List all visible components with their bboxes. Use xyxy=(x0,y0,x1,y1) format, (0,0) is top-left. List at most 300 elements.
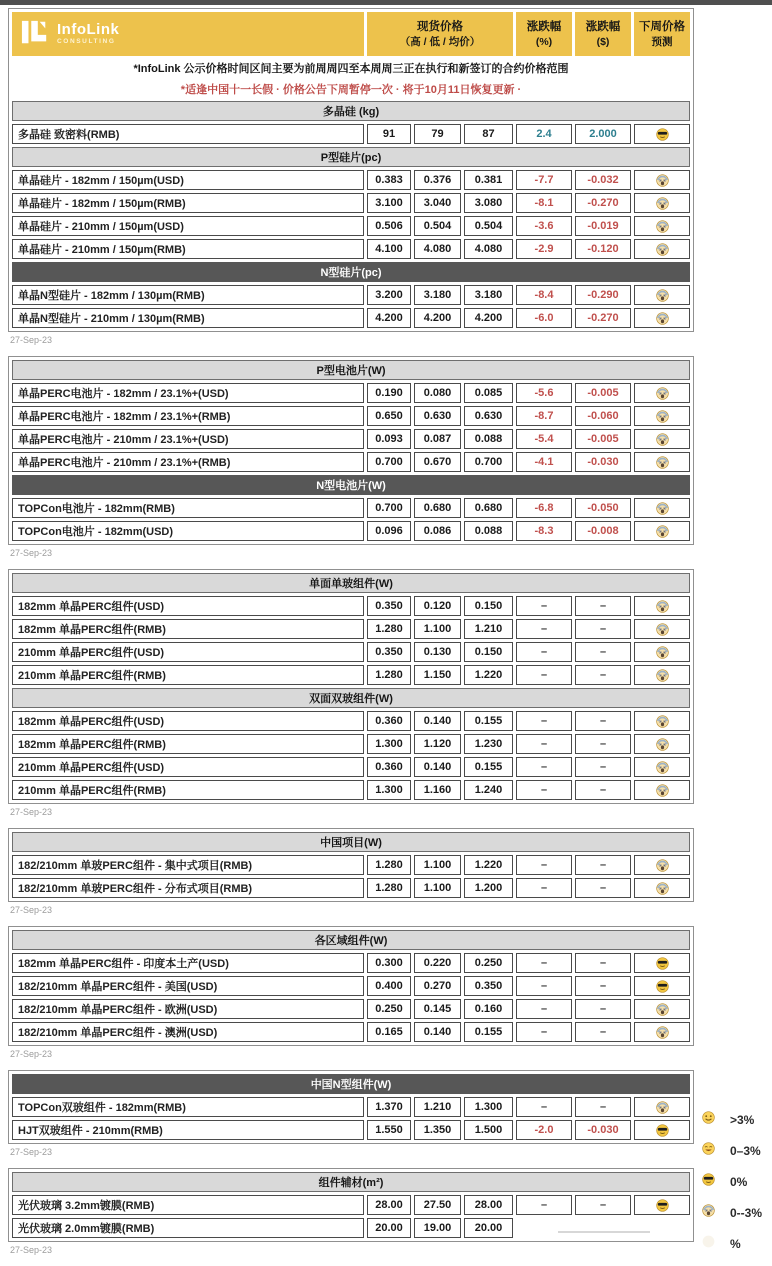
legend-label: % xyxy=(730,1236,741,1251)
high-price-cell: 0.096 xyxy=(367,521,411,541)
change-usd-cell: -0.005 xyxy=(575,429,631,449)
low-price-cell: 1.100 xyxy=(414,855,461,875)
low-price-cell: 0.130 xyxy=(414,642,461,662)
forecast-emoji-cell xyxy=(634,1097,690,1117)
low-price-cell: 4.080 xyxy=(414,239,461,259)
section-title: P型硅片(pc) xyxy=(12,147,690,167)
product-name-cell: TOPCon双玻组件 - 182mm(RMB) xyxy=(12,1097,364,1117)
section-title: 中国N型组件(W) xyxy=(12,1074,690,1094)
high-price-cell: 4.200 xyxy=(367,308,411,328)
change-usd-cell: – xyxy=(575,711,631,731)
table-row xyxy=(12,406,690,426)
product-name-cell: 单晶PERC电池片 - 182mm / 23.1%+(RMB) xyxy=(12,406,364,426)
low-price-cell: 0.145 xyxy=(414,999,461,1019)
forecast-emoji-cell xyxy=(634,780,690,800)
change-pct-cell: – xyxy=(516,999,572,1019)
table-row xyxy=(12,1195,690,1215)
date-stamp: 27-Sep-23 xyxy=(10,905,53,915)
section-title: 中国项目(W) xyxy=(12,832,690,852)
forecast-emoji-cell xyxy=(634,976,690,996)
table-row xyxy=(12,429,690,449)
table-frame xyxy=(8,569,694,804)
column-header-next-week-forecast xyxy=(634,12,690,56)
column-header-change-pct-line2: (%) xyxy=(535,35,553,48)
low-price-cell: 0.140 xyxy=(414,1022,461,1042)
table-row xyxy=(12,734,690,754)
holiday-notice-text: *适逢中国十一长假 · 价格公告下周暂停一次 · 将于10月11日恢复更新 · xyxy=(12,80,690,98)
change-pct-cell: -6.0 xyxy=(516,308,572,328)
high-price-cell: 4.100 xyxy=(367,239,411,259)
high-price-cell: 1.370 xyxy=(367,1097,411,1117)
product-name-cell: 单晶PERC电池片 - 182mm / 23.1%+(USD) xyxy=(12,383,364,403)
change-pct-cell: – xyxy=(516,711,572,731)
change-usd-cell: 2.000 xyxy=(575,124,631,144)
change-pct-cell: – xyxy=(516,976,572,996)
forecast-emoji-cell xyxy=(634,855,690,875)
product-name-cell: 单晶N型硅片 - 210mm / 130µm(RMB) xyxy=(12,308,364,328)
table-row xyxy=(12,878,690,898)
product-name-cell: HJT双玻组件 - 210mm(RMB) xyxy=(12,1120,364,1140)
table-row xyxy=(12,1022,690,1042)
table-row xyxy=(12,976,690,996)
avg-price-cell: 1.240 xyxy=(464,780,513,800)
avg-price-cell: 20.00 xyxy=(464,1218,513,1238)
table-row xyxy=(12,780,690,800)
product-name-cell: 单晶硅片 - 182mm / 150µm(RMB) xyxy=(12,193,364,213)
high-price-cell: 0.400 xyxy=(367,976,411,996)
section-header-row xyxy=(12,832,690,852)
avg-price-cell: 0.085 xyxy=(464,383,513,403)
high-price-cell: 0.506 xyxy=(367,216,411,236)
forecast-emoji-cell xyxy=(634,757,690,777)
change-usd-cell: – xyxy=(575,855,631,875)
section-header-row xyxy=(12,262,690,282)
forecast-emoji-cell xyxy=(634,124,690,144)
product-name-cell: 单晶硅片 - 182mm / 150µm(USD) xyxy=(12,170,364,190)
price-table xyxy=(9,357,693,544)
change-pct-cell: -2.9 xyxy=(516,239,572,259)
table-row xyxy=(12,596,690,616)
section-header-row xyxy=(12,475,690,495)
table-row xyxy=(12,170,690,190)
legend-item xyxy=(702,1166,772,1197)
low-price-cell: 0.080 xyxy=(414,383,461,403)
product-name-cell: 182/210mm 单晶PERC组件 - 欧洲(USD) xyxy=(12,999,364,1019)
avg-price-cell: 0.350 xyxy=(464,976,513,996)
avg-price-cell: 1.220 xyxy=(464,665,513,685)
price-table-block xyxy=(8,8,694,346)
table-row xyxy=(12,216,690,236)
high-price-cell: 1.550 xyxy=(367,1120,411,1140)
change-usd-cell: – xyxy=(575,734,631,754)
change-pct-cell: – xyxy=(516,1097,572,1117)
avg-price-cell: 1.500 xyxy=(464,1120,513,1140)
change-pct-cell: – xyxy=(516,1022,572,1042)
product-name-cell: 210mm 单晶PERC组件(RMB) xyxy=(12,780,364,800)
low-price-cell: 0.270 xyxy=(414,976,461,996)
high-price-cell: 0.383 xyxy=(367,170,411,190)
sunglasses-emoji xyxy=(656,980,669,992)
price-table-block xyxy=(8,926,694,1060)
low-price-cell: 0.220 xyxy=(414,953,461,973)
section-header-row xyxy=(12,573,690,593)
table-row xyxy=(12,619,690,639)
column-header-next-week-forecast-line2: 预测 xyxy=(651,35,673,48)
product-name-cell: 单晶PERC电池片 - 210mm / 23.1%+(USD) xyxy=(12,429,364,449)
white-eraser-patch xyxy=(523,1217,693,1241)
avg-price-cell: 0.630 xyxy=(464,406,513,426)
price-table-block xyxy=(8,356,694,559)
table-row xyxy=(12,953,690,973)
product-name-cell: 182mm 单晶PERC组件 - 印度本土产(USD) xyxy=(12,953,364,973)
table-frame xyxy=(8,828,694,902)
price-table xyxy=(9,1071,693,1143)
low-price-cell: 79 xyxy=(414,124,461,144)
avg-price-cell: 1.230 xyxy=(464,734,513,754)
avg-price-cell: 28.00 xyxy=(464,1195,513,1215)
product-name-cell: TOPCon电池片 - 182mm(RMB) xyxy=(12,498,364,518)
forecast-emoji-cell xyxy=(634,596,690,616)
table-row xyxy=(12,757,690,777)
high-price-cell: 0.700 xyxy=(367,498,411,518)
table-row xyxy=(12,285,690,305)
avg-price-cell: 1.200 xyxy=(464,878,513,898)
infolink-logo xyxy=(20,19,363,50)
product-name-cell: 182/210mm 单玻PERC组件 - 集中式项目(RMB) xyxy=(12,855,364,875)
forecast-emoji-cell xyxy=(634,452,690,472)
product-name-cell: 210mm 单晶PERC组件(USD) xyxy=(12,757,364,777)
avg-price-cell: 3.180 xyxy=(464,285,513,305)
product-name-cell: 单晶硅片 - 210mm / 150µm(USD) xyxy=(12,216,364,236)
change-usd-cell: – xyxy=(575,953,631,973)
change-pct-cell: -3.6 xyxy=(516,216,572,236)
table-frame xyxy=(8,356,694,545)
table-row xyxy=(12,642,690,662)
scream-emoji xyxy=(656,174,669,186)
scream-emoji xyxy=(656,882,669,894)
faded-border-smudge xyxy=(558,1231,650,1233)
scream-emoji xyxy=(656,600,669,612)
high-price-cell: 0.190 xyxy=(367,383,411,403)
avg-price-cell: 0.160 xyxy=(464,999,513,1019)
scream-emoji xyxy=(656,220,669,232)
change-usd-cell: -0.060 xyxy=(575,406,631,426)
legend-label: 0% xyxy=(730,1174,748,1189)
section-header-row xyxy=(12,1172,690,1192)
avg-price-cell: 0.700 xyxy=(464,452,513,472)
product-name-cell: TOPCon电池片 - 182mm(USD) xyxy=(12,521,364,541)
forecast-emoji-cell xyxy=(634,521,690,541)
avg-price-cell: 4.080 xyxy=(464,239,513,259)
table-row xyxy=(12,383,690,403)
price-table xyxy=(9,829,693,901)
low-price-cell: 4.200 xyxy=(414,308,461,328)
change-usd-cell: – xyxy=(575,780,631,800)
high-price-cell: 0.300 xyxy=(367,953,411,973)
forecast-emoji-cell xyxy=(634,665,690,685)
low-price-cell: 19.00 xyxy=(414,1218,461,1238)
high-price-cell: 28.00 xyxy=(367,1195,411,1215)
high-price-cell: 0.093 xyxy=(367,429,411,449)
avg-price-cell: 0.680 xyxy=(464,498,513,518)
change-pct-cell: – xyxy=(516,1195,572,1215)
forecast-emoji-cell xyxy=(634,642,690,662)
avg-price-cell: 0.155 xyxy=(464,1022,513,1042)
scream-emoji xyxy=(656,738,669,750)
low-price-cell: 0.376 xyxy=(414,170,461,190)
high-price-cell: 0.360 xyxy=(367,711,411,731)
forecast-emoji-cell xyxy=(634,193,690,213)
avg-price-cell: 87 xyxy=(464,124,513,144)
product-name-cell: 210mm 单晶PERC组件(USD) xyxy=(12,642,364,662)
product-name-cell: 182mm 单晶PERC组件(USD) xyxy=(12,596,364,616)
forecast-emoji-cell xyxy=(634,216,690,236)
notice-row xyxy=(12,59,690,77)
scream-emoji xyxy=(656,669,669,681)
low-price-cell: 0.086 xyxy=(414,521,461,541)
low-price-cell: 27.50 xyxy=(414,1195,461,1215)
table-row xyxy=(12,665,690,685)
price-sheet xyxy=(0,5,772,1256)
table-row xyxy=(12,1120,690,1140)
change-pct-cell: -8.3 xyxy=(516,521,572,541)
infolink-logo-icon xyxy=(20,19,50,50)
low-price-cell: 1.100 xyxy=(414,619,461,639)
forecast-legend xyxy=(702,1104,772,1259)
change-usd-cell: – xyxy=(575,757,631,777)
high-price-cell: 20.00 xyxy=(367,1218,411,1238)
sunglasses-emoji xyxy=(656,128,669,140)
date-stamp: 27-Sep-23 xyxy=(10,1049,53,1059)
avg-price-cell: 1.300 xyxy=(464,1097,513,1117)
forecast-emoji-cell xyxy=(634,498,690,518)
change-usd-cell: -0.030 xyxy=(575,1120,631,1140)
table-frame xyxy=(8,1168,694,1242)
scream-emoji xyxy=(656,1003,669,1015)
high-price-cell: 0.360 xyxy=(367,757,411,777)
table-row xyxy=(12,1097,690,1117)
scream-emoji xyxy=(656,433,669,445)
product-name-cell: 182mm 单晶PERC组件(USD) xyxy=(12,711,364,731)
change-usd-cell: -0.019 xyxy=(575,216,631,236)
scream-emoji xyxy=(656,289,669,301)
change-pct-cell: – xyxy=(516,619,572,639)
smile-emoji xyxy=(702,1111,715,1129)
avg-price-cell: 0.250 xyxy=(464,953,513,973)
forecast-emoji-cell xyxy=(634,406,690,426)
column-header-change-pct-line1: 涨跌幅 xyxy=(526,20,562,33)
change-usd-cell: – xyxy=(575,1022,631,1042)
product-name-cell: 多晶硅 致密料(RMB) xyxy=(12,124,364,144)
table-row xyxy=(12,193,690,213)
high-price-cell: 1.280 xyxy=(367,665,411,685)
change-pct-cell: -8.4 xyxy=(516,285,572,305)
scream-emoji xyxy=(656,859,669,871)
section-title: P型电池片(W) xyxy=(12,360,690,380)
change-pct-cell: -7.7 xyxy=(516,170,572,190)
price-table xyxy=(9,9,693,331)
low-price-cell: 0.087 xyxy=(414,429,461,449)
table-frame xyxy=(8,926,694,1046)
product-name-cell: 单晶PERC电池片 - 210mm / 23.1%+(RMB) xyxy=(12,452,364,472)
table-frame xyxy=(8,8,694,332)
product-name-cell: 182/210mm 单玻PERC组件 - 分布式项目(RMB) xyxy=(12,878,364,898)
product-name-cell: 210mm 单晶PERC组件(RMB) xyxy=(12,665,364,685)
change-pct-cell: -6.8 xyxy=(516,498,572,518)
change-pct-cell: -8.1 xyxy=(516,193,572,213)
scream-emoji xyxy=(656,761,669,773)
column-header-change-usd-line1: 涨跌幅 xyxy=(585,20,621,33)
low-price-cell: 1.210 xyxy=(414,1097,461,1117)
change-pct-cell: – xyxy=(516,734,572,754)
change-usd-cell: -0.008 xyxy=(575,521,631,541)
column-header-change-usd xyxy=(575,12,631,56)
table-header-row xyxy=(12,12,690,56)
change-usd-cell: -0.005 xyxy=(575,383,631,403)
product-name-cell: 光伏玻璃 2.0mm镀膜(RMB) xyxy=(12,1218,364,1238)
high-price-cell: 1.280 xyxy=(367,855,411,875)
change-usd-cell: – xyxy=(575,999,631,1019)
price-table xyxy=(9,927,693,1045)
avg-price-cell: 3.080 xyxy=(464,193,513,213)
change-pct-cell: -2.0 xyxy=(516,1120,572,1140)
price-table-block xyxy=(8,828,694,916)
avg-price-cell: 0.150 xyxy=(464,596,513,616)
avg-price-cell: 4.200 xyxy=(464,308,513,328)
date-stamp: 27-Sep-23 xyxy=(10,335,53,345)
legend-label: 0--3% xyxy=(730,1205,763,1220)
date-stamp: 27-Sep-23 xyxy=(10,548,53,558)
sunglasses-emoji xyxy=(702,1173,715,1191)
scream-emoji xyxy=(656,243,669,255)
avg-price-cell: 1.210 xyxy=(464,619,513,639)
change-pct-cell: 2.4 xyxy=(516,124,572,144)
change-pct-cell: – xyxy=(516,780,572,800)
sunglasses-emoji xyxy=(656,1199,669,1211)
forecast-emoji-cell xyxy=(634,383,690,403)
change-pct-cell: – xyxy=(516,953,572,973)
legend-label: 0–3% xyxy=(730,1143,761,1158)
forecast-emoji-cell xyxy=(634,285,690,305)
scream-emoji xyxy=(656,312,669,324)
table-row xyxy=(12,855,690,875)
section-header-row xyxy=(12,930,690,950)
low-price-cell: 0.504 xyxy=(414,216,461,236)
table-row xyxy=(12,711,690,731)
notice-text: *InfoLink 公示价格时间区间主要为前周周四至本周周三正在执行和新签订的合约价格范围 xyxy=(12,59,690,77)
scream-emoji xyxy=(656,1026,669,1038)
low-price-cell: 0.630 xyxy=(414,406,461,426)
column-header-spot-price xyxy=(367,12,513,56)
low-price-cell: 0.680 xyxy=(414,498,461,518)
scream-emoji xyxy=(656,646,669,658)
section-title: N型电池片(W) xyxy=(12,475,690,495)
change-pct-cell: – xyxy=(516,855,572,875)
high-price-cell: 0.350 xyxy=(367,642,411,662)
change-usd-cell: -0.050 xyxy=(575,498,631,518)
price-table-block xyxy=(8,1168,694,1256)
section-title: N型硅片(pc) xyxy=(12,262,690,282)
section-header-row xyxy=(12,101,690,121)
price-table-block xyxy=(8,569,694,818)
change-usd-cell: -0.270 xyxy=(575,193,631,213)
avg-price-cell: 1.220 xyxy=(464,855,513,875)
low-price-cell: 1.150 xyxy=(414,665,461,685)
avg-price-cell: 0.088 xyxy=(464,429,513,449)
scream-emoji xyxy=(702,1204,715,1222)
scream-emoji xyxy=(656,387,669,399)
table-row xyxy=(12,521,690,541)
scream-emoji xyxy=(656,502,669,514)
change-usd-cell: – xyxy=(575,642,631,662)
legend-item xyxy=(702,1197,772,1228)
high-price-cell: 1.280 xyxy=(367,619,411,639)
high-price-cell: 0.650 xyxy=(367,406,411,426)
high-price-cell: 1.300 xyxy=(367,780,411,800)
column-header-next-week-forecast-line1: 下周价格 xyxy=(639,20,686,33)
product-name-cell: 182mm 单晶PERC组件(RMB) xyxy=(12,619,364,639)
forecast-emoji-cell xyxy=(634,1120,690,1140)
product-name-cell: 光伏玻璃 3.2mm镀膜(RMB) xyxy=(12,1195,364,1215)
logo-name: InfoLink xyxy=(57,21,120,38)
holiday-notice-row xyxy=(12,80,690,98)
product-name-cell: 182mm 单晶PERC组件(RMB) xyxy=(12,734,364,754)
high-price-cell: 3.200 xyxy=(367,285,411,305)
scream-emoji xyxy=(656,197,669,209)
high-price-cell: 3.100 xyxy=(367,193,411,213)
change-pct-cell: – xyxy=(516,665,572,685)
faint-emoji xyxy=(702,1235,715,1253)
forecast-emoji-cell xyxy=(634,170,690,190)
table-row xyxy=(12,999,690,1019)
low-price-cell: 1.160 xyxy=(414,780,461,800)
low-price-cell: 1.100 xyxy=(414,878,461,898)
change-pct-cell: -4.1 xyxy=(516,452,572,472)
table-row xyxy=(12,239,690,259)
low-price-cell: 1.120 xyxy=(414,734,461,754)
sunglasses-emoji xyxy=(656,1124,669,1136)
section-header-row xyxy=(12,360,690,380)
table-frame xyxy=(8,1070,694,1144)
product-name-cell: 单晶硅片 - 210mm / 150µm(RMB) xyxy=(12,239,364,259)
scream-emoji xyxy=(656,784,669,796)
forecast-emoji-cell xyxy=(634,734,690,754)
table-row xyxy=(12,498,690,518)
column-header-change-pct xyxy=(516,12,572,56)
change-usd-cell: – xyxy=(575,878,631,898)
date-stamp: 27-Sep-23 xyxy=(10,1245,53,1255)
change-usd-cell: – xyxy=(575,596,631,616)
forecast-emoji-cell xyxy=(634,1195,690,1215)
low-price-cell: 0.120 xyxy=(414,596,461,616)
section-title: 双面双玻组件(W) xyxy=(12,688,690,708)
avg-price-cell: 0.150 xyxy=(464,642,513,662)
date-stamp: 27-Sep-23 xyxy=(10,807,53,817)
change-pct-cell: -5.6 xyxy=(516,383,572,403)
low-price-cell: 3.040 xyxy=(414,193,461,213)
section-title: 多晶硅 (kg) xyxy=(12,101,690,121)
low-price-cell: 3.180 xyxy=(414,285,461,305)
change-usd-cell: -0.032 xyxy=(575,170,631,190)
section-header-row xyxy=(12,147,690,167)
scream-emoji xyxy=(656,525,669,537)
date-stamp: 27-Sep-23 xyxy=(10,1147,53,1157)
change-usd-cell: -0.290 xyxy=(575,285,631,305)
avg-price-cell: 0.155 xyxy=(464,757,513,777)
high-price-cell: 1.280 xyxy=(367,878,411,898)
change-pct-cell: – xyxy=(516,757,572,777)
logo-subtitle: CONSULTING xyxy=(57,38,116,45)
